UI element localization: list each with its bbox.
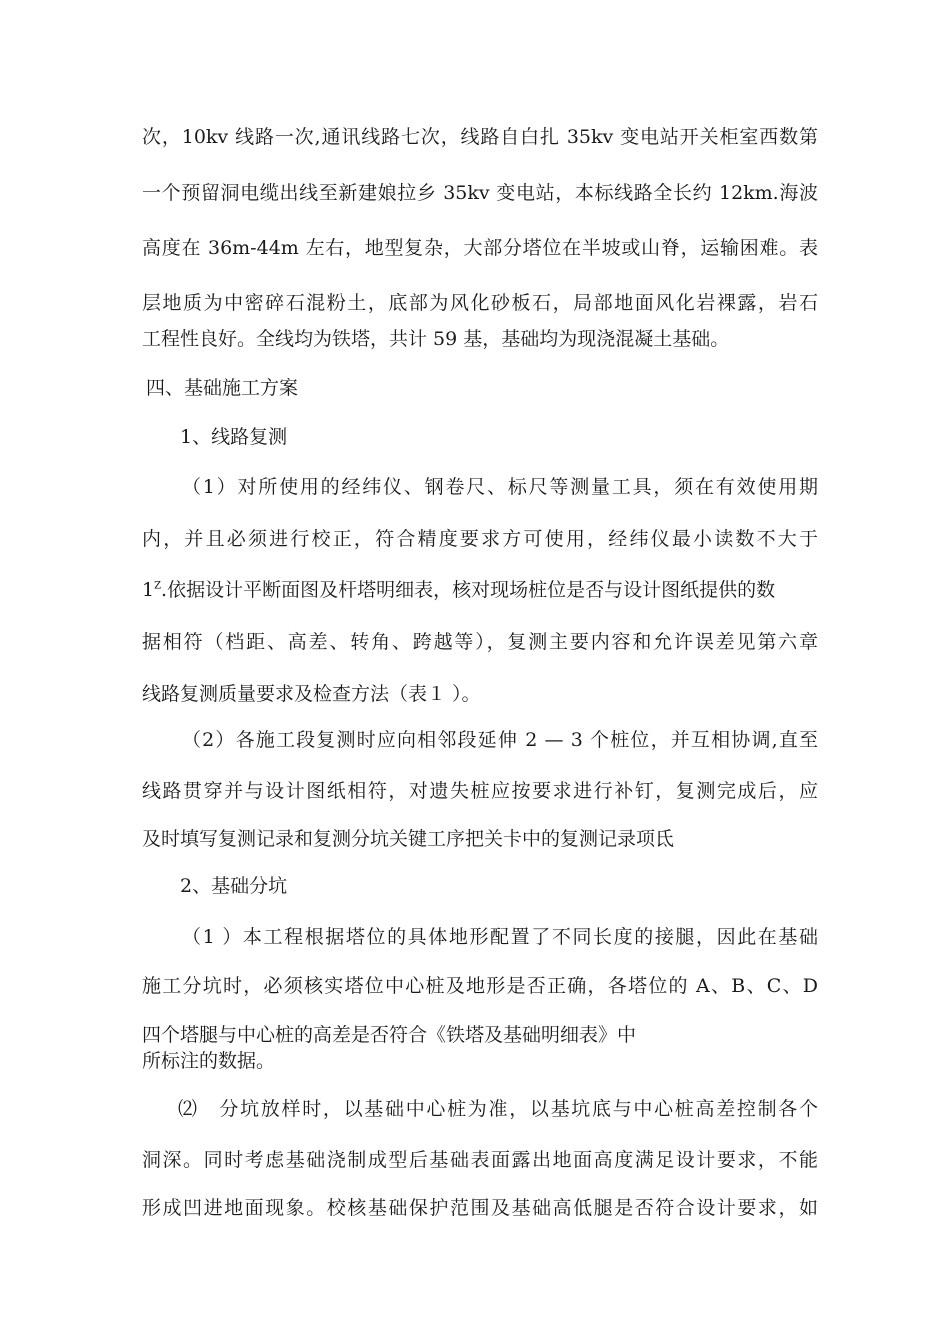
paragraph-line: 形成凹进地面现象。校核基础保护范围及基础高低腿是否符合设计要求，如 — [142, 1197, 818, 1219]
paragraph-line: 洞深。同时考虑基础浇制成型后基础表面露出地面高度满足设计要求，不能 — [142, 1149, 818, 1171]
paragraph-line: 四个塔腿与中心桩的高差是否符合《铁塔及基础明细表》中 — [142, 1024, 637, 1046]
paragraph-line: 据相符（档距、高差、转角、跨越等），复测主要内容和允许误差见第六章 — [142, 631, 818, 653]
paragraph-line: 次，10kv 线路一次,通讯线路七次，线路自白扎 35kv 变电站开关柜室西数第 — [142, 126, 818, 148]
paragraph-line: 一个预留洞电缆出线至新建娘拉乡 35kv 变电站，本标线路全长约 12km.海波 — [142, 182, 818, 204]
paragraph-line: 所标注的数据。 — [142, 1050, 276, 1072]
paragraph-line: 及时填写复测记录和复测分坑关键工序把关卡中的复测记录项氐 — [142, 828, 675, 850]
subsection-heading: 2、基础分坑 — [180, 875, 288, 897]
paragraph-line-text: .依据设计平断面图及杆塔明细表，核对现场桩位是否与设计图纸提供的数 — [161, 579, 776, 601]
section-heading: 四、基础施工方案 — [146, 377, 299, 399]
superscript-mark: Z — [154, 580, 162, 592]
subsection-heading: 1、线路复测 — [180, 426, 288, 448]
digit-text: 1 — [142, 579, 155, 601]
paragraph-line: 线路复测质量要求及检查方法（表１ ）。 — [142, 683, 481, 705]
paragraph-line: 工程性良好。全线均为铁塔，共计 59 基，基础均为现浇混凝土基础。 — [142, 328, 730, 350]
paragraph-line: 内，并且必须进行校正，符合精度要求方可使用，经纬仪最小读数不大于 — [142, 528, 818, 550]
paragraph-line — [142, 578, 818, 602]
paragraph-line: ⑵ 分坑放样时，以基础中心桩为准，以基坑底与中心桩高差控制各个 — [178, 1098, 818, 1120]
paragraph-line: （1 ）本工程根据塔位的具体地形配置了不同长度的接腿，因此在基础 — [182, 926, 818, 948]
paragraph-line: （2）各施工段复测时应向相邻段延伸 2 — 3 个桩位，并互相协调,直至 — [182, 729, 818, 751]
paragraph-line: 施工分坑时，必须核实塔位中心桩及地形是否正确，各塔位的 A、B、C、D — [142, 975, 818, 997]
paragraph-line: （1）对所使用的经纬仪、钢卷尺、标尺等测量工具，须在有效使用期 — [182, 476, 818, 498]
paragraph-line: 层地质为中密碎石混粉土，底部为风化砂板石，局部地面风化岩裸露，岩石 — [142, 292, 818, 314]
paragraph-line: 高度在 36m-44m 左右，地型复杂，大部分塔位在半坡或山脊，运输困难。表 — [142, 237, 818, 259]
paragraph-line: 线路贯穿并与设计图纸相符，对遗失桩应按要求进行补钉，复测完成后，应 — [142, 780, 818, 802]
